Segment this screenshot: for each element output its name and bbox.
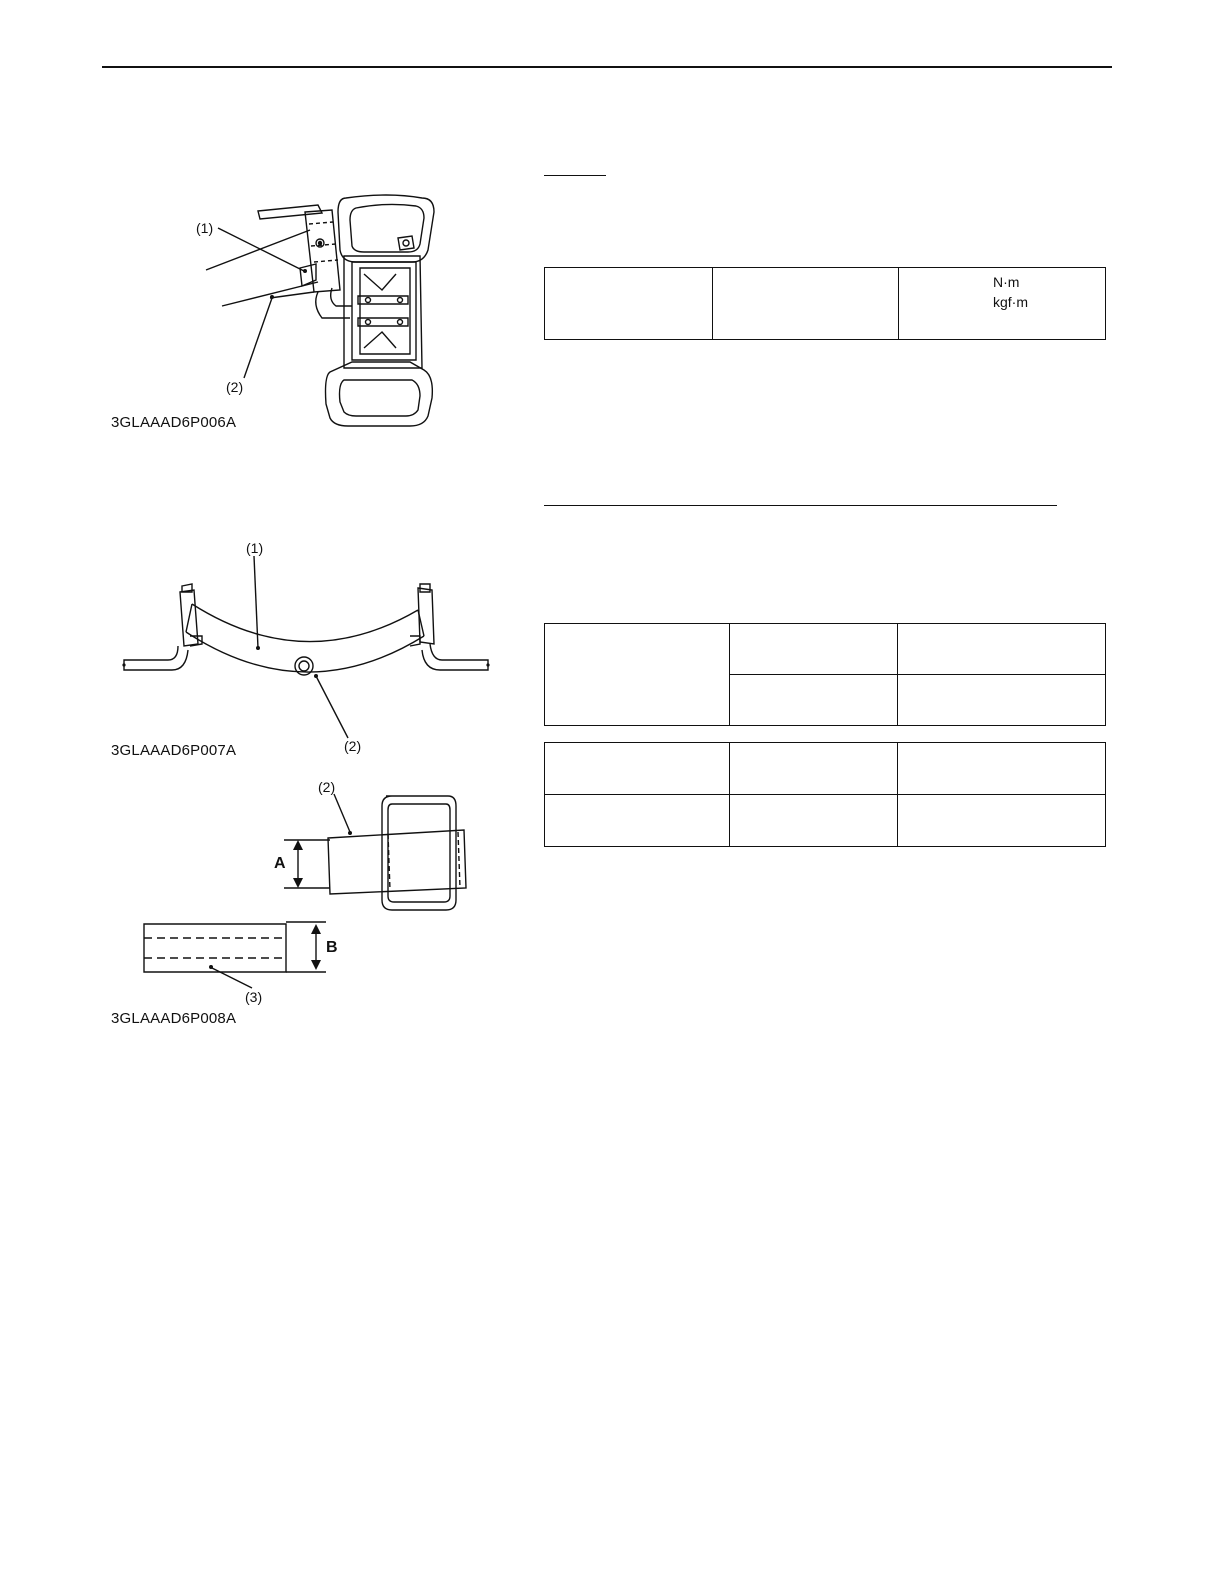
callout-2: (2) <box>226 379 244 395</box>
unit-nm: N·m <box>993 274 1020 290</box>
figure-caption: 3GLAAAD6P008A <box>111 1010 237 1027</box>
dimension-a-label: A <box>274 855 286 872</box>
spec-table-2 <box>544 742 1106 847</box>
table-cell <box>545 743 730 795</box>
table-cell <box>713 268 899 340</box>
table-cell <box>545 268 713 340</box>
figure-caption: 3GLAAAD6P007A <box>111 742 237 759</box>
callout-1: (1) <box>196 220 214 236</box>
heading-underline <box>544 175 606 176</box>
table-cell <box>730 675 898 726</box>
callout-3: (3) <box>245 989 263 1005</box>
unit-kgfm: kgf·m <box>993 294 1028 310</box>
table-cell <box>730 795 898 847</box>
figure-caption: 3GLAAAD6P006A <box>111 414 237 431</box>
torque-unit-cell <box>899 268 1106 340</box>
spec-table-1 <box>544 623 1106 726</box>
callout-1: (1) <box>246 540 264 556</box>
callout-2: (2) <box>344 738 362 754</box>
torque-table <box>544 267 1106 340</box>
table-cell <box>730 743 898 795</box>
table-cell <box>545 624 730 726</box>
table-cell <box>898 795 1106 847</box>
table-cell <box>898 743 1106 795</box>
table-cell <box>545 795 730 847</box>
dimension-b-label: B <box>326 939 338 956</box>
table-cell <box>898 624 1106 675</box>
table-cell <box>898 675 1106 726</box>
section-underline <box>544 505 1057 506</box>
table-cell <box>730 624 898 675</box>
callout-2: (2) <box>318 779 336 795</box>
